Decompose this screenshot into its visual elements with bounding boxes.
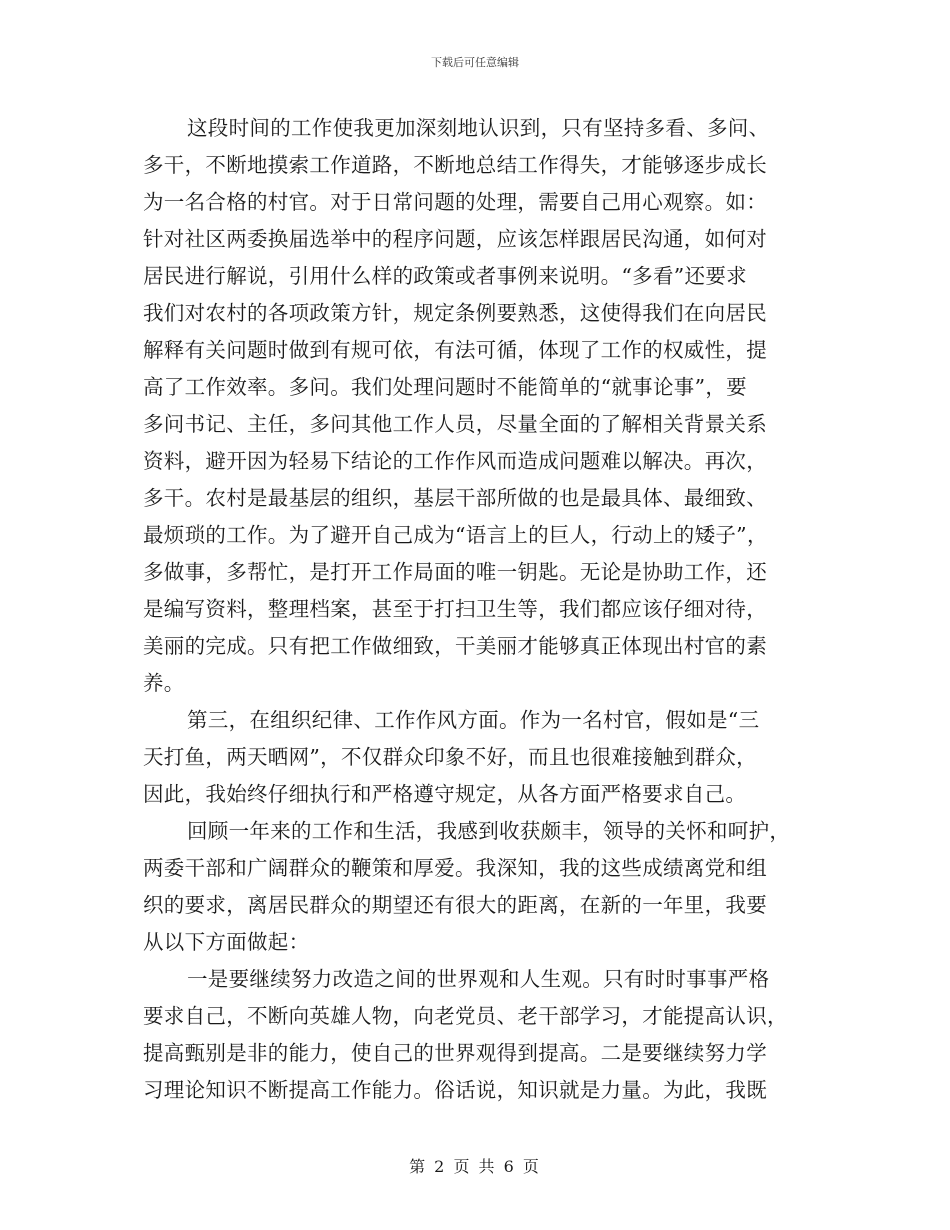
text-line: 高了工作效率。多问。我们处理问题时不能简单的“就事论事”，要 [143, 375, 747, 399]
text-line: 美丽的完成。只有把工作做细致，干美丽才能够真正体现出村官的素 [143, 634, 767, 658]
text-line: 多干，不断地摸索工作道路，不断地总结工作得失，才能够逐步成长 [143, 153, 767, 177]
text-line: 要求自己，不断向英雄人物，向老党员、老干部学习，才能提高认识， [143, 1004, 788, 1028]
text-line: 这段时间的工作使我更加深刻地认识到，只有坚持多看、多问、 [187, 116, 770, 140]
page-header: 下载后可任意编辑 [431, 56, 519, 69]
text-line: 资料，避开因为轻易下结论的工作作风而造成问题难以解决。再次， [143, 449, 767, 473]
text-line: 织的要求，离居民群众的期望还有很大的距离，在新的一年里，我要 [143, 893, 767, 917]
text-line: 天打鱼，两天晒网”，不仅群众印象不好，而且也很难接触到群众， [143, 745, 757, 769]
text-line: 解释有关问题时做到有规可依，有法可循，体现了工作的权威性，提 [143, 338, 767, 362]
text-line: 是编写资料，整理档案，甚至于打扫卫生等，我们都应该仔细对待， [143, 597, 767, 621]
text-line: 多做事，多帮忙，是打开工作局面的唯一钥匙。无论是协助工作，还 [143, 560, 767, 584]
text-line: 提高甄别是非的能力，使自己的世界观得到提高。二是要继续努力学 [143, 1041, 767, 1065]
text-line: 一是要继续努力改造之间的世界观和人生观。只有时时事事严格 [187, 967, 770, 991]
text-line: 养。 [143, 671, 185, 695]
page-number: 第 2 页 共 6 页 [409, 1157, 541, 1176]
text-line: 我们对农村的各项政策方针，规定条例要熟悉，这使得我们在向居民 [143, 301, 767, 325]
text-line: 回顾一年来的工作和生活，我感到收获颇丰，领导的关怀和呵护， [187, 819, 791, 843]
text-line: 为一名合格的村官。对于日常问题的处理，需要自己用心观察。如： [143, 190, 767, 214]
text-line: 针对社区两委换届选举中的程序问题，应该怎样跟居民沟通，如何对 [143, 227, 767, 251]
text-line: 最烦琐的工作。为了避开自己成为“语言上的巨人，行动上的矮子”， [143, 523, 768, 547]
text-line: 两委干部和广阔群众的鞭策和厚爱。我深知，我的这些成绩离党和组 [143, 856, 767, 880]
text-line: 居民进行解说，引用什么样的政策或者事例来说明。“多看”还要求 [143, 264, 747, 288]
text-line: 习理论知识不断提高工作能力。俗话说，知识就是力量。为此，我既 [143, 1078, 767, 1102]
text-line: 多问书记、主任，多问其他工作人员，尽量全面的了解相关背景关系 [143, 412, 767, 436]
document-body [143, 110, 799, 1109]
text-line: 多干。农村是最基层的组织，基层干部所做的也是最具体、最细致、 [143, 486, 767, 510]
text-line: 因此，我始终仔细执行和严格遵守规定，从各方面严格要求自己。 [143, 782, 747, 806]
text-line: 第三，在组织纪律、工作作风方面。作为一名村官，假如是“三 [187, 708, 760, 732]
text-line: 从以下方面做起： [143, 930, 310, 954]
